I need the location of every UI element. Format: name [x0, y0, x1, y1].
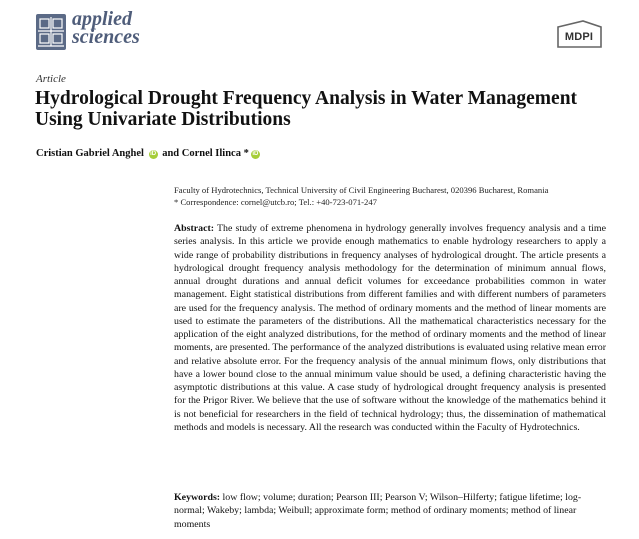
author-connector: and [162, 148, 180, 159]
article-title: Hydrological Drought Frequency Analysis in Water Management Using Univariate Distributions [35, 88, 578, 130]
keywords [174, 491, 606, 531]
journal-name-line2: sciences [72, 26, 140, 48]
abstract-text: The study of extreme phenomena in hydrology generally involves frequency analysis and a time series analysis. In this article we provide enough mathematics to enable hydrology researchers to apply a wide range of probability distributions in frequency analyses of hydrological drought. The article presents a hydrological drought frequency analysis methodology for the determination of minimum annual flows, annual drought durations and annual deficit volumes for exceedance probabilities common in water management. Eight statistical distributions from different families and with different numbers of parameters are used for the frequency analysis. The method of ordinary moments and the method of linear moments are used to estimate the parameters of the distributions. All the mathematical characteristics necessary for the application of the eight analyzed distributions, for the method of ordinary moments and the method of linear moments, are presented. The performance of the analyzed distributions is evaluated using relative mean error and relative absolute error. For the frequency analysis of the annual minimum flows, only distributions that have a lower bound close to the annual minimum value should be used, a defining characteristic having the asymptotic distributions at this value. A case study of hydrological drought frequency analysis is presented for the Prigor River. We believe that the use of software without the knowledge of the mathematics behind it is not beneficial for researchers in the field of technical hydrology; thus, the dissemination of mathematical methods and models is necessary. All the research was conducted within the Faculty of Hydrotechnics. [174, 223, 606, 433]
abstract [174, 222, 606, 434]
journal-logo-icon [36, 14, 66, 50]
correspondence: * Correspondence: cornel@utcb.ro; Tel.: +40-723-071-247 [174, 197, 377, 207]
publisher-name: MDPI [564, 31, 594, 43]
abstract-label: Abstract: [174, 223, 215, 234]
keywords-text: low flow; volume; duration; Pearson III; Pearson V; Wilson–Hilferty; fatigue lifetime; log-normal; Wakeby; lambda; Weibull; approximate form; method of ordinary moments; method of linear moments [174, 492, 582, 530]
author-list [36, 147, 262, 161]
journal-name-line1: applied [72, 8, 132, 30]
corresponding-author-mark: * [243, 148, 249, 159]
affiliation: Faculty of Hydrotechnics, Technical University of Civil Engineering Bucharest, 020396 Bucharest, Romania [174, 185, 549, 195]
mdpi-logo [555, 18, 610, 50]
orcid-icon[interactable]: iD [150, 151, 157, 157]
journal-name [72, 10, 140, 46]
author-name: Cristian Gabriel Anghel [36, 148, 144, 159]
author-name: Cornel Ilinca [181, 148, 241, 159]
orcid-icon[interactable]: iD [252, 151, 259, 157]
keywords-label: Keywords: [174, 492, 221, 503]
affiliation-block [174, 184, 548, 208]
article-type: Article [36, 73, 66, 85]
